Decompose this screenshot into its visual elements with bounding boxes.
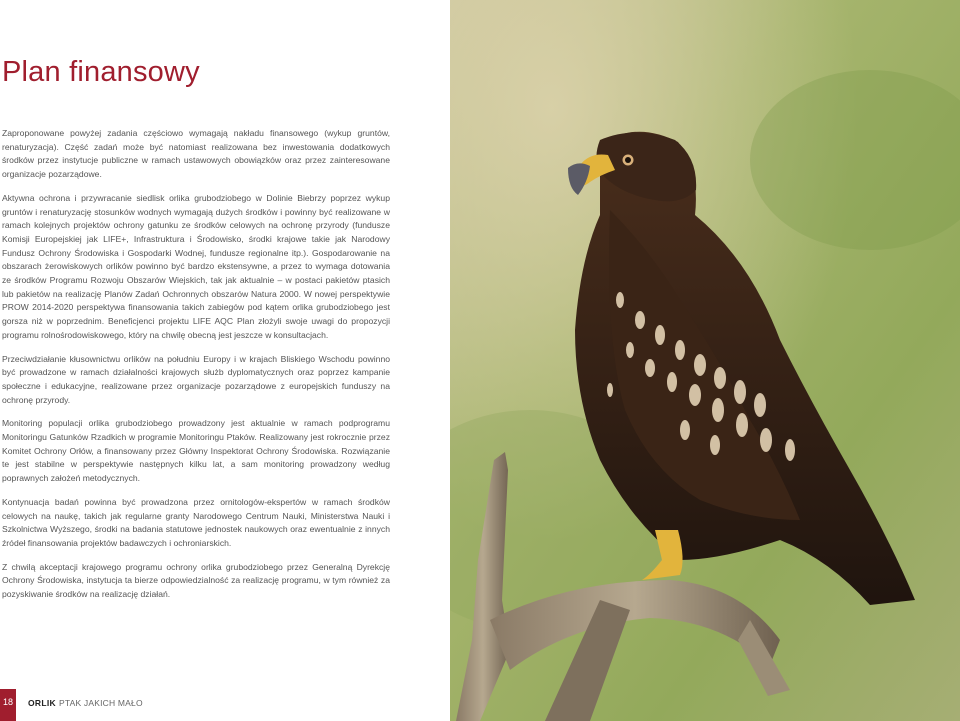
paragraph-monitoring: Monitoring populacji orlika grubodziobego prowadzony jest aktualnie w ramach podprogramu Monitoringu Gatunków Rzadkich w programie Monitoringu Ptaków. Realizowany jest rokrocznie przez Komitet Ochrony Orłów, a finansowany przez Główny Inspektorat Ochrony Środowiska. Rozwiązanie te jest stabilne w perspektywie następnych kilku lat, a sam monitoring prowadzony według poprawnych założeń metodycznych. — [2, 418, 390, 484]
paragraph-poaching: Przeciwdziałanie kłusownictwu orlików na południu Europy i w krajach Bliskiego Wschodu powinno być prowadzone w ramach działalności krajowych służb dyplomatycznych oraz poprzez kampanie społeczne i edukacyjne, realizowane przez organizacje pozarządowe z europejskich funduszy na ochronę przyrody. — [2, 353, 390, 405]
brand-name: ORLIK — [28, 698, 56, 708]
running-footer — [28, 698, 143, 708]
eagle-photo — [450, 0, 960, 721]
paragraph-intro: Zaproponowane powyżej zadania częściowo wymagają nakładu finansowego (wykup gruntów, renaturyzacja). Część zadań może być natomiast realizowana bez inwestowania dodatkowych środków przez instytucje publiczne w ramach ustawowych obowiązków oraz przez zainteresowane organizacje pozarządowe. — [2, 128, 390, 180]
page-title: Plan finansowy — [2, 56, 200, 88]
body-text — [2, 127, 390, 612]
brand-tagline: PTAK JAKICH MAŁO — [58, 698, 143, 708]
paragraph-research: Kontynuacja badań powinna być prowadzona przez ornitologów-ekspertów w ramach środków celowych na naukę, takich jak regularne granty Narodowego Centrum Nauki, Ministerstwa Nauki i Szkolnictwa Wyższego, środki na badania statutowe jednostek naukowych oraz ewentualnie z innych źródeł finansowania projektów badawczych i ochroniarskich. — [2, 496, 390, 548]
page-number: 18 — [0, 689, 16, 721]
text-column — [0, 0, 450, 721]
page-footer — [0, 689, 450, 721]
paragraph-habitat-protection: Aktywna ochrona i przywracanie siedlisk orlika grubodziobego w Dolinie Biebrzy poprzez wykup gruntów i renaturyzację stosunków wodnych wymagają dużych środków i powinny być realizowane w ramach kolejnych projektów ochrony gatunku ze środków celowych na ochronę przyrody (fundusze Komisji Europejskiej jak LIFE+, Infrastruktura i Środowisko, środki krajowe takie jak Narodowy Fundusz Ochrony Środowiska i Gospodarki Wodnej, fundusze regionalne itp.). Gospodarowanie na obszarach żerowiskowych orlików powinno być bardzo ekstensywne, a przez to wymaga dotowania ze środków Programu Rozwoju Obszarów Wiejskich, tak jak aktualnie – w postaci pakietów ptasich lub pakietów na realizację Planów Zadań Ochronnych obszarów Natura 2000. W nowej perspektywie PROW 2014-2020 perspektywa finansowania takich zabiegów pod kątem orlika grubodziobego jest gorsza niż w poprzednim. Beneficjenci projektu LIFE AQC Plan złożyli swoje uwagi do propozycji programu rolnośrodowiskowego, który na chwilę obecną jest jeszcze w konsultacjach. — [2, 192, 390, 340]
paragraph-gdos: Z chwilą akceptacji krajowego programu ochrony orlika grubodziobego przez Generalną Dyrekcję Ochrony Środowiska, instytucja ta bierze odpowiedzialność za realizację programu, w tym również za pozyskiwanie środków na realizację działań. — [2, 561, 390, 600]
